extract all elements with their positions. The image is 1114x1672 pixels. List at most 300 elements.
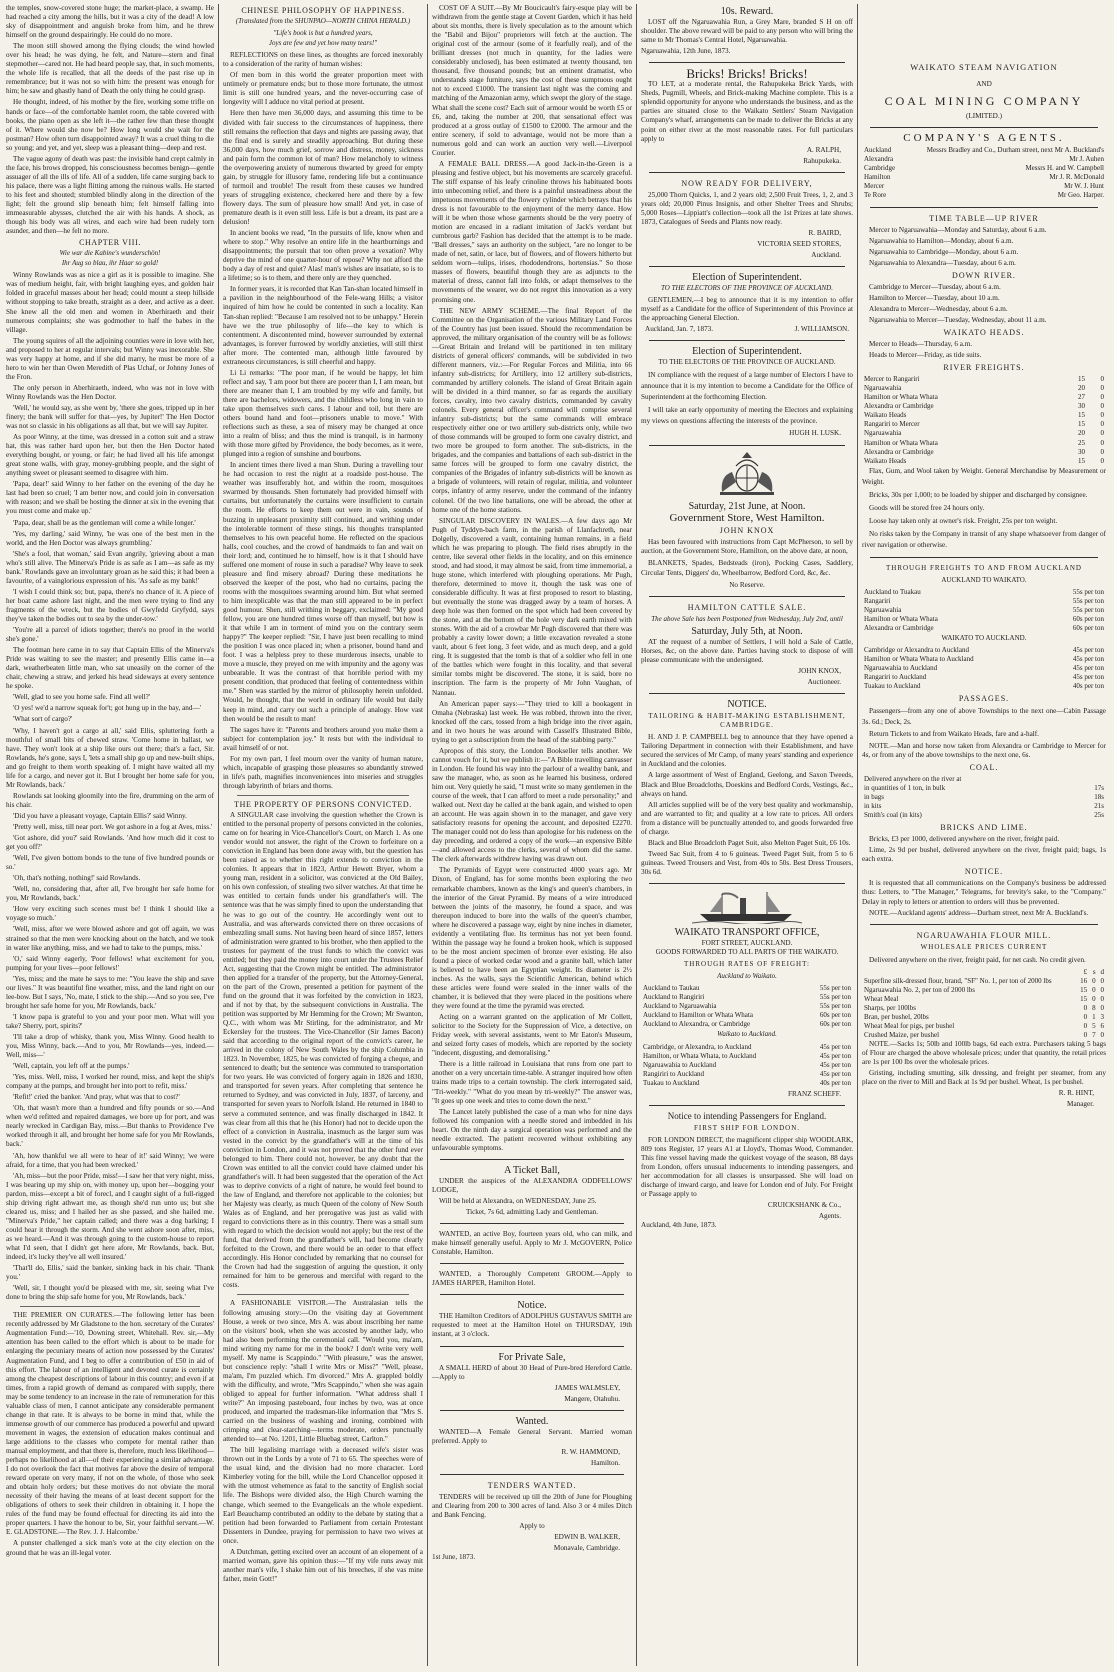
wanted-ad: WANTED—A Female General Servant. Married woman preferred. Apply to	[432, 1427, 632, 1445]
rate-row	[641, 1079, 853, 1088]
signature: R. W. HAMMOND,	[561, 1447, 620, 1456]
table-cell: 15	[1077, 420, 1085, 429]
through-sub: WAIKATO TO AUCKLAND.	[941, 633, 1027, 642]
paragraph: A FEMALE BALL DRESS.—A good Jack-in-the-Green is a pleasing and festive object, but his movements are scarcely graceful. The stiff expanse of his leafy crinoline throws his habituated boots into unbecoming relief, and there is a painful unsteadiness about the impetuous movements of the flowery cylinder which betrays that his dress is not favourable to the enjoyment of the merry dance. How will it be when those whose garments should be the very poetry of motion are encased in a radiant imitation of Jack's verdant but cumbrous garb? Fashion has decided that the attempt is to be made. "Ball dresses," says an authority on the subject, "are no longer to be made of net, satin, or lace, but of flowers, and of flowers hitherto but seldom worn—tulips, irises, rhododendrons, hortensias." So those masses of flowers, beautiful though they are as adjuncts to the material of dress, cannot fall into folds, or adapt themselves to the movements of the wearer, we do not regret this innovation as a very promising one.	[432, 159, 632, 304]
paragraph: A Dutchman, getting excited over an account of an elopement of a married woman, gave his opinion thus:—"If my vife runs away mit another man's vife, I shake him out of his breeches, if she vas mine father, mein Gott!"	[223, 1547, 423, 1583]
ad-text: Ticket, 7s 6d, admitting Lady and Gentleman.	[465, 1208, 599, 1217]
table-cell: 45s per ton	[819, 1042, 851, 1051]
paragraph: The Lancet lately published the case of a man who for nine days followed his companion with a needle stored and imbedded in his heart. On the ninth day a surgical operation was performed and the needle extracted. The patient recovered without exhibiting any unfavourable symptoms.	[432, 1107, 632, 1152]
signature: JAMES WALMSLEY,	[554, 1383, 620, 1392]
paragraph: 'Well, sir, I thought you'd be pleased with me, sir, seeing what I've done to bring the ship safe home for you, Mr Rowlands, back.'	[6, 1284, 214, 1302]
paragraph: 'Oh, that wasn't more than a hundred and fifty pounds or so.—And when we'd refitted and repaired damages, we bore up for port, and was nearly wrecked in Cardigan Bay, miss.—But thanks to Providence I've worked through it all, and brought her home safe for you Mr Rowlands, back.'	[6, 1104, 214, 1149]
paragraph: Of men born in this world the greater proportion meet with untimely or premature ends; but to those more fortunate, the utmost limit is still one hundred years, and the never-occurring case of longevity will I adduce no vital period at present.	[223, 71, 423, 107]
paragraph: THE NEW ARMY SCHEME.—The final Report of the Committee on the Organisation of the various Military Land Forces of the Country has just been issued. Should the recommendation be approved, the military organisation of the country will be as follows:—Great Britain and Ireland will be partitioned in ten military districts of general officers' commands, will be subdivided in two different manners, viz.:—For Regular Forces and Militia, into 66 infantry sub-districts; for Artillery, into 12 artillery sub-districts, commanded by artillery colonels. The island of Great Britain again will be divided in a third manner, so far as regards the auxiliary forces, cavalry, into two cavalry districts, commanded by cavalry colonels. Every general officer's command will comprise several infantry sub-districts; but the same commands will embrace respectively either one or two artillery sub-districts only, while two of those commands will be grouped to form one cavalry district, and two more be grouped to form another. The sub-districts, in the brigades, and the companies and battalions of each sub-district in the same forces will be grouped to form one cavalry district, the companies of the Brigades of infantry sub-districts will be known as a brigade of volunteers, will retain of regular, militia, and volunteer corps, infantry of army reserve, under the command of the infantry colonel. Of the two line battalions, one will be abroad, the other at home one of the home stations.	[432, 306, 632, 514]
timetable-item: Cambridge to Mercer—Tuesday, about 6 a.m.	[869, 282, 1001, 291]
table-cell: 8	[1092, 1003, 1096, 1012]
table-cell: 55s per ton	[819, 984, 851, 993]
mill-note: NOTE.—Sacks 1s; 50lb and 100lb bags, 6d each extra. Purchasers taking 5 bags of Flour are charged the above wholesale prices; under that quantity, the retail prices are 1s per 100 lbs over the wholesale prices.	[862, 1040, 1106, 1067]
england-sub: FIRST SHIP FOR LONDON.	[693, 1123, 801, 1132]
notice-paragraphs	[641, 733, 853, 877]
table-cell: 15	[1077, 411, 1085, 420]
freight-note: Bricks, 30s per 1,000; to be loaded by shipper and discharged by consignee.	[869, 490, 1088, 499]
paragraph: 'O,' said Winny eagerly, 'Poor fellows! what excitement for you, pumping for your lives—poor fellows!'	[6, 954, 214, 972]
election-sub: TO THE ELECTORS OF THE PROVINCE OF AUCKLAND.	[661, 284, 833, 293]
signature: Auckland.	[811, 251, 841, 260]
table-cell: Auckland to Hamilton or Whata Whata	[643, 1011, 753, 1020]
signature: Auctioneer.	[807, 678, 841, 687]
table-cell: Mr J. Auhen	[1069, 155, 1104, 164]
table-cell: 18s	[1094, 793, 1104, 802]
signature: Rahupukeka.	[803, 156, 841, 165]
signature: J. WILLIAMSON.	[794, 325, 849, 334]
divider	[440, 1159, 624, 1160]
table-cell: 0	[1100, 375, 1104, 384]
paragraph: 'Oh, that's nothing, nothing!' said Rowlands.	[13, 874, 141, 883]
table-cell: Mercer	[864, 182, 885, 191]
paragraph: H. AND J. P. CAMPBELL beg to announce that they have opened a Tailoring Department in connection with their Establishment, and have secured the services of Mr Camp, of many years' standing and experience in Auckland and the colonies.	[641, 733, 853, 769]
table-cell: Hamilton or Whata Whata to Auckland	[864, 655, 974, 664]
paragraph: A punster challenged a sick man's vote at the city election on the ground that he was an ill-legal voter.	[6, 1539, 214, 1557]
mill-notes	[862, 1040, 1106, 1087]
divider	[440, 1294, 624, 1295]
paragraph: The footman here came in to say that Captain Ellis of the Minerva's Pride was waiting to see the master; and presently Ellis came in—a dark, weatherbeaten little man, who sat uneasily on the corner of the chair, chewing a straw, and jerked his head sideways at every sentence he spoke.	[6, 646, 214, 691]
column-rule	[427, 4, 428, 1666]
sale-title: For Private Sale,	[498, 1351, 566, 1363]
paragraph: A SINGULAR case involving the question whether the Crown is entitled to the personal property of persons convicted in the colonies, came on for hearing in Vice-Chancellor's Court, on March 1. As one vendor would not answer, the right of the Crown to forfeiture on a conviction in England has been done away with, but the question has been raised as to whether this right extends to conviction in the colonies. It appears that in 1823, Arthur Hewett Bryer, whom a young man, resident in a solicitor, was convicted at the Old Bailey, on his own confession, of stealing two silver watches. At that time he was entitled to certain funds under his grandfather's will. The sentence was that he was simply fined to upon the understanding that he was to go out of the country. He accordingly went out to Australia, and was afterwards convicted there on three occasions of embezzling small sums. Not having been heard of since 1857, letters of administration were granted to his brother, who then applied to the trustees for payment of the trust funds to which the convict was entitled; but they paid the money into court under the Trustees Relief Act, suggesting that the Crown might be entitled. The administrator then applied for a transfer of the property, but the Attorney-General, on the part of the Crown, presented a petition for payment of the fund on the ground that it was forfeited by the conviction in 1823, and if not by that, by the subsequent convictions in Australia. The petition was supported by Mr Hemming for the Crown; Mr Swanton, Q.C., with whom was Mr Stirling, for the administrator, and Mr Eckersley for the trustees. The Vice-Chancellor (Sir James Bacon) said that according to the original report of the convict's career, he arrived in the colony of New South Wales by the ship Columbia in 1823. In November, 1825, he was convicted of forging a cheque, and sentenced to death; but the sentence was commuted to transportation for two years. He was convicted of forgery again in 1826 and 1830, and transported for seven years. After completing that sentence he returned to Sydney, and was convicted in July, 1837, of larceny, and transported for seven years to Norfolk Island. He returned in 1840 to serve a commuted sentence, and was finally discharged in 1842. It was clear from all this that he (his Honor) had not to decide upon the effect of a conviction in Australia, inasmuch as the larger sum was vested in the convict by the grandfather's will at the time of his conviction in London, and it was not proved that the other fund ever belonged to him. There could not, however, be any doubt that the Crown was entitled to all the convict could have claimed under his grandfather's will. It had been suggested that the operation of the Act was to deprive convicts of a right of nature, he would feel bound to the law of England, and therefore not applicable to the colonies; but her Majesty was clearly, as much Queen of the colony of New South Wales as of England, and her prerogative was just as valid with regard to convictions there as in this country. There was a small sum with regard to which the decision would not apply; but the rest of the fund, that derived from the grandfather's will, had become clearly forfeited to the Crown, and there would be an order to that effect accordingly. His Honor concluded by remarking that no counsel for the Crown had had the suggestion of arguing the question, it only remained for him to be generous and merciful with regard to the costs.	[223, 810, 423, 1290]
mill-row	[862, 1031, 1106, 1040]
table-cell: 7	[1092, 1031, 1096, 1040]
notice-text	[862, 879, 1106, 917]
divider	[870, 557, 1098, 558]
through-row	[862, 673, 1106, 682]
freight-row	[862, 393, 1106, 402]
divider	[649, 883, 845, 884]
paragraph: As poor Winny, at the time, was dressed in a cotton suit and a straw hat, this was rather hard upon her, but then the Hen Doctor hated everything bought, or young, or fair; he had lived all his life amongst great stone walls, with gray, money-grubbing people, and the sight of anything sweet or pleasant seemed to disagree with him.	[6, 433, 214, 478]
table-cell: Ngaruawahia to Auckland	[864, 664, 938, 673]
paragraph: All articles supplied will be of the very best quality and workmanship, and are warranted to fit; and quality at a low rate to prices. All orders from a distance will be punctually attended to, and goods forwarded free of charge.	[641, 800, 853, 836]
through-title: THROUGH FREIGHTS TO AND FROM AUCKLAND	[885, 563, 1082, 572]
rates-heading: THROUGH RATES OF FREIGHT:	[684, 960, 810, 969]
table-cell: Auckland to Alexandra, or Cambridge	[643, 1020, 751, 1029]
timetable-up	[862, 226, 1106, 268]
signature: CRUICKSHANK & Co.,	[767, 1201, 841, 1210]
down-title: DOWN RIVER.	[952, 270, 1016, 280]
column-3	[432, 4, 632, 1666]
timetable-item: Ngaruawahia to Cambridge—Monday, about 6 a.m.	[869, 247, 1019, 256]
table-cell: Hamilton or Whata Whata	[864, 438, 938, 447]
column-rule	[636, 4, 637, 1666]
election-sub: TO THE ELECTORS OF THE PROVINCE OF AUCKLAND.	[658, 358, 836, 367]
paragraph: 'Ah, miss—but the poor Pride, miss!—I saw her that very night, miss, I was bearing up my ship on, with money up, upon her—bogging your pardon, miss—except a bit of forecl, and I caught sight of a full-rigged ship driving right athwart me, as though she'd run unto us; but she cleared us, miss; and I hailed her as she passed, and she hailed me. "Minerva's Pride," her captain called; and there was a dog barking; I could hear it through the storm. And she went ashore soon after, miss, as we heard.—And it was through going to the custom-house to report what I'd seen, that I didn't get here afore, Mr Rowlands, back. But, indeed, it's lucky they've all well insured.'	[6, 1171, 214, 1262]
table-cell: Auckland to Rangiriri	[643, 993, 705, 1002]
bricks-item: Bricks, £3 per 1000, delivered anywhere on the river, freight paid.	[869, 835, 1060, 844]
ready-title: NOW READY FOR DELIVERY,	[681, 178, 813, 188]
passages-title: PASSAGES.	[958, 694, 1010, 704]
table-cell: Messrs Bradley and Co., Durham street, next Mr A. Buckland's	[926, 146, 1104, 155]
rates-sub: Auckland to Waikato.	[717, 972, 777, 981]
table-cell: Smith's coal (in kits)	[864, 811, 922, 820]
paragraph: 'I'll take a drop of whisky, thank you, Miss Winny. Good health to you, Miss Winny, back.—And to you, Mr Rowlands—yes, indeed.—Well, miss—'	[6, 1032, 214, 1060]
coal-row	[862, 775, 1106, 784]
table-cell: 0	[1100, 438, 1104, 447]
tenders-text: TENDERS will be received up till the 20th of June for Ploughing and Clearing from 200 to 300 acres of land. Also 3 or 4 miles Ditch and Bank Fencing.	[432, 1493, 632, 1520]
table-cell: Auckland	[864, 146, 892, 155]
timetable-item: Hamilton to Mercer—Tuesday, about 10 a.m.	[869, 293, 1000, 302]
table-cell: 0	[1100, 411, 1104, 420]
paragraph: THE PREMIER ON CURATES.—The following letter has been recently addressed by Mr Gladstone to the hon. secretary of the Curates' Augmentation Fund:—'10, Downing street, Whitehall. Rev. sir,—My attention has been called to the effort which is about to be made for enlarging the pecuniary means of action now possessed by the Curates' Augmentation Fund, and I beg to offer a contribution of £50 in aid of this effort. The labour of an intelligent and devoted curate is certainly among the cheapest descriptions of labour in this country; and even if at times, from a rapid growth of demand as compared with supply, there may be some tendency to an increase in the rate of remuneration for this valuable class of men, I cannot anticipate any considerable permanent change in that rate. It is always to be borne in mind that, while the immense growth of our commerce has produced a powerful and upward movement in wages, the extension of education makes continual and large additions to the classes who compete for mental rather than manual employment, and that there is, therefore, much less likelihood—perhaps no likelihood at all—of their experiencing a similar advantage. I do not overlook the fact that motives far above the desire of temporal reward operate on very many, if not on the whole, of those who seek and obtain holy orders; but these motives do not obviate the moral necessity of their having the means of at least decent support for the obligations of others to seek their children in obtaining it. I hope the rules of the fund may be found effectual for directing its aid into the proper quarters. I have the honour to be, Sir, your faithful servant.—W. E. GLADSTONE.—The Rev. J. J. Halcombe.'	[6, 1311, 214, 1537]
signature: Hamilton.	[591, 1458, 620, 1467]
paragraph: 'Did you have a pleasant voyage, Captain Ellis?' said Winny.	[13, 811, 187, 820]
table-cell: 25s	[1094, 811, 1104, 820]
table-cell: Tuakau to Auckland	[864, 682, 921, 691]
divider	[870, 207, 1098, 208]
ready-text: 25,000 Thorn Quicks, 1, and 2 years old; 2,500 Fruit Trees, 1, 2, and 3 years old; 20,000 Pinus Insignis, and other Shelter Trees and Shrubs; 5,000 Roses—Lippiatt's collection—took all the 1st Prizes at late shows. 1873, Catalogues of Seeds and Plants now ready.	[641, 190, 853, 226]
table-cell: Hamilton	[864, 173, 891, 182]
cattle-date: Saturday, July 5th, at Noon.	[691, 625, 803, 637]
through-row	[862, 624, 1106, 633]
table-cell: Mr W. J. Hunt	[1064, 182, 1104, 191]
rates-sub: Waikato to Auckland.	[717, 1030, 777, 1039]
rate-row	[641, 1011, 853, 1020]
signature: Agents.	[818, 1212, 841, 1221]
company-name: COAL MINING COMPANY	[884, 94, 1084, 109]
ad-text: UNDER the auspices of the ALEXANDRA ODDFELLOWS' LODGE,	[432, 1176, 632, 1194]
bricks-item: Lime, 2s 9d per bushel, delivered anywhere on the river, freight paid; bags, 1s each extra.	[862, 846, 1106, 864]
signature: Monavale, Cambridge.	[553, 1544, 620, 1553]
paragraph: 'Papa, dear!' said Winny to her father on the evening of the day he last had been so cruel; 'I am better now, and could join in conversation with reason; and we shall be hosting the dinner at six in the evening that you must come and make up.'	[6, 480, 214, 516]
paragraph: The vague agony of death was past: the invisible hand crept calmly in the face, his brows dropped, his consciousness becomes benign—gentle assuager of all the ills of life. All of a sudden, life came surging back to his palace, there was a light flitting among the ruinous walls. He started to his feet and shouted; stumbled blindly along in the direction of the light; felt the ground slip beneath him; felt himself falling into immeasurable abysses, clutched the air with his hands. A shock, as though his body was all wires, and each wire had been rudely torn asunder, and then—he felt no more.	[6, 154, 214, 236]
paragraph: A FASHIONABLE VISITOR.—The Australasian tells the following amusing story:—On the visiting day at Government House, a week or two since, Mrs A. was about inscribing her name on the visitors' book, when she was accosted by another lady, who had also been performing the ceremonial call. "Would you, ma'am, mind writing my name for me in the book? I don't write very well myself. My name is Scappindo." "With pleasure," was the answer, but conscience reply: "shall I write Mrs or Miss?" "Well, please, ma'am, I'm puzzled which. I'm divorced." Mrs A. grappled boldly with the difficulty, and wrote, "Mrs Scappindo," when she was again obliged to appeal for further information. "What address shall I write?" An imposing pasteboard, four inches by two, was at once produced, and imparted the tradesman-like information that "Mrs S. carried on the business of washing and ironing, combined with crimping and clear-starching—terms moderate, orders punctually attended to—at No. 1201, Little Bluebag street, Carlton."	[223, 1299, 423, 1444]
paragraph: Apropos of this story, the London Bookseller tells another. We cannot vouch for it, but we publish it:—"A Bible travelling canvasser in London. He found his way into the parlour of a wealthy bank, and saw the manager, who, as soon as he learned his business, ordered him out. Very quietly he said, "I must write so many gentlemen in the course of the week, that I can afford to meet a rude personality;" and walked out. Next day he called at the bank again, and wished to open an account. He was again shown in to the manager, and gave very satisfactory reasons for opening the account, and deposited £2270. The manager could not do less than apologise for his rudeness on the day preceding, and ordered a copy of the work—an expensive Bible—and allowed access to the clerks, several of whom did the same. The clerk afterwards withdrew having was drawn out.	[432, 746, 632, 864]
table-cell: Cambridge or Alexandra to Auckland	[864, 646, 969, 655]
timetable-item: Mercer to Heads—Thursday, 6 a.m.	[869, 340, 973, 349]
divider	[649, 596, 845, 597]
table-cell: 45s per ton	[819, 1069, 851, 1078]
divider	[649, 445, 845, 446]
paragraph: 'You're all a parcel of idiots together; there's no proof in the world she's gone.'	[6, 626, 214, 644]
election-text: I will take an early opportunity of meeting the Electors and explaining my views on questions affecting the interests of the province.	[641, 406, 853, 426]
freight-row	[862, 411, 1106, 420]
table-cell: Ngaruawahia	[864, 429, 902, 438]
paragraph: 'O yes! we'd a narrow squeak for't; got hung up in the bay, and—'	[13, 704, 201, 713]
table-cell: 5	[1092, 1021, 1096, 1030]
table-cell: 55s per ton	[819, 1002, 851, 1011]
paragraph: 'I know papa is grateful to you and your poor men. What will you take? Sherry, port, spirits?'	[6, 1012, 214, 1030]
table-cell: 1	[1092, 1012, 1096, 1021]
paragraph: 'How very exciting such scenes must be! I think I should like a voyage so much.'	[6, 905, 214, 923]
paragraph: He thought, indeed, of his mother by the fire, working some trifle on hands or face—of the comfortable hamlet room, the table covered with books, the piano open as she left it—the rather few than these thought of it. Where would she now be? How long would she wait for the postman? How often turn disappointed away? It was a cruel thing to die so young; and yet, and yet, sleep was a pleasant thing—deep and rest.	[6, 98, 214, 152]
table-cell: Cambridge, or Alexandra, to Auckland	[643, 1042, 752, 1051]
signature: R. BAIRD,	[808, 228, 841, 237]
table-cell: Rangariri to Mercer	[864, 420, 920, 429]
cattle-note: The above Sale has been Postponed from Wednesday, July 2nd, until	[651, 614, 843, 623]
table-cell: 0	[1100, 976, 1104, 985]
mill-row	[862, 968, 1106, 977]
auction-date: Saturday, 21st June, at Noon.	[688, 500, 806, 512]
through-sub: AUCKLAND TO WAIKATO.	[941, 575, 1027, 584]
timetable-title: TIME TABLE—UP RIVER	[929, 213, 1039, 223]
article-paragraphs	[223, 51, 423, 791]
rate-row	[641, 1020, 853, 1029]
through-row	[862, 664, 1106, 673]
paragraph: 'Well,' he would say, as she went by, 'there she goes, tripped up in her finery; the bank will suffer for that—yes, by Jupiter!' The Hen Doctor was not so classic in his obligations as all that, but we will say Jupiter.	[6, 403, 214, 431]
epigraph-line: Wie war die Kabine's wunderschön!	[59, 249, 161, 258]
table-cell: 0	[1092, 994, 1096, 1003]
agent-row	[862, 191, 1106, 200]
table-cell: Te Rore	[864, 191, 887, 200]
divider	[649, 62, 845, 63]
coal-table	[862, 775, 1106, 820]
table-cell: Rangariri	[864, 596, 891, 605]
table-cell: 0	[1100, 994, 1104, 1003]
agent-row	[862, 182, 1106, 191]
auctioneer-name: JOHN KNOX	[719, 525, 775, 535]
paragraph: 'Well, glad to see you home safe. Find all well?'	[13, 693, 151, 702]
passage-item: Return Tickets to and from Waikato Heads, fare and a-half.	[869, 730, 1039, 739]
table-cell: 55s per ton	[819, 993, 851, 1002]
paragraph: There is a little railroad in Louisiana that runs from one part to another on a very uncertain time-table. A stranger inquired how often trains made trips to a certain township. The clerk interrogated said, "Tri-weekly." "What do you mean by tri-weekly?" The answer was, "It goes up one week and tries to come down the next."	[432, 1060, 632, 1105]
freight-row	[862, 429, 1106, 438]
paragraph: 'Ah, how thankful we all were to hear of it!' said Winny; 'we were afraid, for a time, that you had been wrecked.'	[6, 1151, 214, 1169]
table-cell: 0	[1100, 393, 1104, 402]
timetable-heads	[862, 340, 1106, 360]
divider	[237, 795, 409, 796]
notice-title: Notice.	[517, 1300, 547, 1312]
rate-row	[641, 1070, 853, 1079]
election-title: Election of Superintendent.	[692, 346, 802, 358]
election-footer	[641, 325, 853, 334]
freights-title: RIVER FREIGHTS.	[943, 363, 1025, 373]
paragraph: The bill legalising marriage with a deceased wife's sister was thrown out in the Lords by a vote of 71 to 65. The speeches were of the usual kind, and the division had no more character. Lord Kimberley voting for the bill, while the Lord Chancellor opposed it with the utmost vehemence as fatal to the sanctity of English social life. The Bishops were divided also, the High Church warning the change, which seemed to the Evangelicals an the whole expedient. Earl Beauchamp contributed an oddity to the debate by stating that a petition had been forwarded to Parliament from certain Protestant Dissenters in Dundee, praying for permission to have two wives at once.	[223, 1446, 423, 1545]
sale-text: A SMALL HERD of about 30 Head of Pure-bred Hereford Cattle.—Apply to	[432, 1363, 632, 1381]
table-cell: 15	[1077, 375, 1085, 384]
timetable-down	[862, 283, 1106, 325]
article-paragraphs	[432, 4, 632, 1153]
table-cell: 45s per ton	[1072, 646, 1104, 655]
table-cell: 20	[1077, 429, 1085, 438]
paragraph: SINGULAR DISCOVERY IN WALES.—A few days ago Mr Pugh of Tyddyn-bach farm, in the parish of Llanfachreth, near Dolgelly, discovered a vault, containing human remains, in a field which he was preparing to plough. The field rises abruptly in the centre, like several other fields in the locality, and on this eminence stood, and had stood, it may almost be said, from time immemorial, a huge stone, which interfered with ploughing operations. Mr Pugh, therefore, determined to move it, though the task was one of considerable difficulty. It was at first proposed to resort to blasting, but eventually the stone was dragged away by a team of horses. A deep hole was then formed on the spot which had been covered by the stone, and at the bottom of the hole very dark earth mixed with stones. With the aid of a crowbar Mr Pugh discovered that there was probably a cavity lower down; a little excavation revealed a stone vault, about 6 feet long, 3 feet wide, and as much deep, and a gold ring. It is suggested that the tomb is that of a soldier who fell in one of the battles which were fought in this locality, and that several similar tombs might be discovered. The stone, it is said, bore no inscription. The farm is the property of Mr John Vaughan, of Nannau.	[432, 516, 632, 697]
signature: Mangere, Otahuhu.	[564, 1394, 620, 1403]
table-cell: s	[1092, 967, 1096, 976]
table-cell: 60s per ton	[1072, 623, 1104, 632]
timetable-item: Alexandra to Mercer—Wednesday, about 6 a.m.	[869, 304, 1008, 313]
table-cell: 45s per ton	[819, 1060, 851, 1069]
through-table	[862, 646, 1106, 691]
tenders-apply: Apply to	[519, 1522, 545, 1531]
table-cell: 0	[1100, 1003, 1104, 1012]
mill-title: NGARUAWAHIA FLOUR MILL.	[916, 930, 1052, 940]
passages-note: NOTE.—Man and horse now taken from Alexandra or Cambridge to Mercer for 4s, or from any of the above townships to the next one, 6s.	[862, 741, 1106, 759]
coal-row	[862, 793, 1106, 802]
table-cell: 60s per ton	[1072, 614, 1104, 623]
table-cell: in kits	[864, 802, 882, 811]
auction-place: Government Store, West Hamilton.	[669, 511, 825, 524]
epigraph-line: Ihr Aug so blau, ihr Haar so gold!	[61, 259, 159, 268]
signature: Manager.	[1067, 1100, 1094, 1109]
bricks-text: TO LET, at a moderate rental, the Rahupukeka Brick Yards, with Sheds, Pugmill, Wheels, and Brick-making Machine complete. This is a splendid opportunity for anyone who understands the business, and as the parties are situated close to the Waikato Settlers' Steam Navigation Company's wharf, arrangements can be made to deliver the Bricks at any point on either river at the most reasonable rates. For full particulars apply to	[641, 80, 853, 143]
ad-text: Will be held at Alexandra, on WEDNESDAY, June 25.	[439, 1197, 597, 1205]
rate-row	[641, 1002, 853, 1011]
timetable-item: Mercer to Ngaruawahia—Monday and Saturday, about 6 a.m.	[869, 225, 1047, 234]
table-cell: 30	[1077, 447, 1085, 456]
story-intro: the temples, snow-covered stone huge; the market-place, a swamp. He had reached a city among the hills, but it was a city of the dead! A low sky of disappointment and anguish broke from him, and he threw himself on the ground despairingly. He could do no more.	[6, 4, 214, 40]
notice-item: NOTE.—Auckland agents' address—Durham street, next Mr A. Buckland's.	[869, 908, 1089, 917]
paragraph: In ancient books we read, "In the pursuits of life, know when and where to stop." Why resolve an entire life in the heartburnings and disappointments; the pursuit that too often prove a vexation? Why deprive the mind of one quarter-hour of repose? Why not afford the body a day of rest and quiet? Alas! man's wishes are insatiate, so is to a lifetime; so is to them, and there only are they quenched.	[223, 229, 423, 283]
heads-title: WAIKATO HEADS.	[943, 327, 1025, 337]
table-cell: Ngaruawahia No. 2, per ton of 2000 lbs	[864, 985, 976, 994]
auction-goods: BLANKETS, Spades, Bedsteads (iron), Pocking Cases, Saddlery, Circular Tents, Diggers' do, Wheelbarrow, Bedford Cord, &c, &c.	[641, 558, 853, 578]
notice-item: It is requested that all communications on the Company's business be addressed thus: Letters, to "The Manager," Telegrams, for brevity's sake, to the "Company." Delay in reply to letters or attention to orders will thus be prevented.	[862, 879, 1106, 906]
election-title: Election of Superintendent.	[692, 272, 802, 284]
divider	[870, 127, 1098, 128]
transport-sub: FORT STREET, AUCKLAND.	[701, 939, 793, 948]
table-cell: Rangiriri to Auckland	[643, 1069, 705, 1078]
table-cell: Alexandra or Cambridge	[864, 447, 934, 456]
table-cell: Messrs H. and W. Campbell	[1025, 164, 1104, 173]
signature: EDWIN B. WALKER,	[554, 1533, 620, 1542]
paragraph: Winny Rowlands was as nice a girl as it is possible to imagine. She was of medium height, fair, with bright laughing eyes, and golden hair folded in graceful masses about her head; could mount a steep hillside without stopping to take breath, straight as a deer, and active as a deer. She knew all the old men and women in Aberhiraeth and their numerous complaints; she was godmother to half the babes in the village.	[6, 271, 214, 334]
divider	[440, 1346, 624, 1347]
divider	[870, 924, 1098, 925]
table-cell: Tuakau to Auckland	[643, 1078, 700, 1087]
agent-row	[862, 173, 1106, 182]
table-cell: 55s per ton	[1072, 596, 1104, 605]
wanted-ad: WANTED, an active Boy, fourteen years old, who can milk, and make himself generally useful. Apply to Mr J. McGOVERN, Police Constable, Hamilton.	[432, 1230, 632, 1257]
article-paragraphs	[223, 1299, 423, 1583]
divider	[649, 340, 845, 341]
through-row	[862, 597, 1106, 606]
bricks-text	[862, 835, 1106, 864]
freight-row	[862, 439, 1106, 448]
table-cell: Mr Geo. Harper.	[1057, 191, 1104, 200]
timetable-item: Ngaruawahia to Alexandra—Tuesday, about 6 a.m.	[869, 258, 1016, 267]
table-cell: Auckland to Ngaruawahia	[643, 1002, 717, 1011]
paragraph: An American paper says:—"They tried to kill a bookagent in Omaha (Nebraska) last week. He was robbed, thrown into the river, knocked off the cars, tossed from a high bridge into the river again, and in two hours he was around with Cassell's Illustrated Bible, trying to get a subscription from the head of the stabbing party."	[432, 699, 632, 744]
coal-row	[862, 802, 1106, 811]
freight-row	[862, 402, 1106, 411]
signature: HUGH H. LUSK.	[789, 429, 841, 438]
paragraph: 'Well, no, considering that, after all, I've brought her safe home for you, Mr Rowlands, back.'	[6, 885, 214, 903]
company-name: WAIKATO STEAM NAVIGATION	[910, 62, 1058, 72]
table-cell: Wheat Meal	[864, 994, 899, 1003]
table-cell: in bags	[864, 793, 885, 802]
table-cell: 45s per ton	[1072, 655, 1104, 664]
table-cell: Alexandra or Cambridge	[864, 402, 934, 411]
england-title: Notice to intending Passengers for England.	[667, 1110, 827, 1121]
table-cell: Superfine silk-dressed flour, brand, "SF" No. 1, per ton of 2000 lbs	[864, 976, 1052, 985]
freight-note: Flax, Gum, and Wool taken by Weight. General Merchandise by Measurement or Weight.	[862, 466, 1106, 486]
paragraph: 'Papa, dear, shall be as the gentleman will come a while longer.'	[13, 518, 196, 527]
mill-row	[862, 986, 1106, 995]
table-cell: 30	[1077, 402, 1085, 411]
rate-row	[641, 984, 853, 993]
freight-row	[862, 420, 1106, 429]
table-cell: 20	[1077, 384, 1085, 393]
mill-sub: WHOLESALE PRICES CURRENT	[920, 942, 1048, 951]
divider	[649, 693, 845, 694]
table-cell: Ngaruawahia	[864, 605, 902, 614]
rate-row	[641, 1061, 853, 1070]
paragraph: In former years, it is recorded that Kan Tan-shan located himself in a pavilion in the neighbourhood of the Fele-wang Hills; a visitor inquired of him how he could be contented in such a locality. Kan Tan-shan replied: "Because I am resolved not to be unhappy." Herein have we the true philosophy of life—the key to which is contentment. A discontented mind, however surrounded by external advantages, is forever furrowed by worldly anxieties, will still thirst after more. The contented man, although little favoured by extraneous circumstances, is still cheerful and happy.	[223, 285, 423, 366]
notice-title: NOTICE.	[964, 867, 1004, 877]
table-cell: 0	[1100, 447, 1104, 456]
royal-arms-icon	[712, 452, 782, 498]
table-cell: 0	[1083, 1031, 1088, 1040]
divider	[440, 1410, 624, 1411]
agent-row	[862, 164, 1106, 173]
through-row	[862, 588, 1106, 597]
paragraph: The Pyramids of Egypt were constructed 4000 years ago. Mr Dixon, of England, has for some months been exploring the two remarkable chambers, known as the king's and queen's chambers, in the interior of the Great Pyramid. By means of a wire introduced between the joints of the masonry, he found a space, and was thereupon induced to bore into the walls of the queen's chamber, where he discovered a passage way, eight by nine inches in diameter, evidently a ventilating flue. Its terminus has not yet been found. Within the passage way he found a broken hook, which is supposed to be the most ancient specimen of bronze ever existing. He also found a piece of worked cedar wood and a granite ball, which latter is believed to have been an Egyptian weight. Its diameter is 2½ inches. As the walls, says the Scientific American, behind which these articles were found were sealed in the inner walls of the chamber, it is believed that they were placed in the positions where they were found at the time the pyramid was erected.	[432, 866, 632, 1011]
coal-row	[862, 811, 1106, 820]
table-cell: Rangariri to Auckland	[864, 673, 927, 682]
table-cell: Mr J. R. McDonald	[1049, 173, 1104, 182]
newspaper-page	[6, 4, 1106, 1666]
table-cell: 45s per ton	[1072, 673, 1104, 682]
signature: FRANZ SCHEFF.	[788, 1089, 841, 1098]
table-cell: Auckland to Tuakau	[864, 587, 921, 596]
column-rule	[218, 4, 219, 1666]
paragraph: 'Refit!' cried the banker. 'And pray, what was that to cost?'	[13, 1093, 180, 1102]
mill-row	[862, 995, 1106, 1004]
mill-row	[862, 1013, 1106, 1022]
paragraph: 'Pretty well, miss, till near port. We got ashore in a fog at Aves, miss.'	[13, 822, 213, 831]
election-date: Auckland, Jan. 7, 1873.	[645, 325, 714, 334]
bricks-title: Bricks! Bricks! Bricks!	[686, 66, 808, 82]
paragraph: REFLECTIONS on these lines, as thoughts are forced inexorably to a consideration of the rarity of human wishes:	[223, 51, 423, 69]
rate-row	[641, 1052, 853, 1061]
paragraph: 'What sort of cargo?'	[13, 715, 73, 724]
paragraph: 'I wish I could think so; but, papa, there's no chance of it. A piece of her boat came ashore last night, and the men were trying to find any fragments of the wreck, but the bodies of Gwyfedd Gryfydd, says they've taken the bodies out to sea by the under-tow.'	[6, 587, 214, 623]
table-cell: Alexandra	[864, 155, 894, 164]
table-cell: Hamilton or Whata Whata	[864, 614, 938, 623]
through-row	[862, 646, 1106, 655]
table-cell: 16	[1080, 976, 1088, 985]
passages-text	[862, 706, 1106, 740]
table-cell: 60s per ton	[819, 1011, 851, 1020]
table-cell: Mercer to Rangariri	[864, 375, 920, 384]
column-2	[223, 4, 423, 1666]
election-text: IN compliance with the request of a large number of Electors I have to announce that it is my intention to become a Candidate for the Office of Superintendent at the forthcoming Election.	[641, 371, 853, 402]
paragraph: COST OF A SUIT.—By Mr Boucicault's fairy-esque play will be withdrawn from the gentle stage at Covent Garden, which it has held about six months, there is lively speculation as to the amount which the "Babil and Bijou" proprietors will fetch at the auction. The original cost of the armour (some of it fearfully real), and of the brilliant dresses (not much in quantity, for the ladies were considerably unclosed), has been estimated at twenty thousand, ten thousand, five thousand pounds; but an eminent dramatist, who understands stage furniture, says the cost of these sumptuous ought not to exceed £1000. The transient last night was the coming and matching of the Amazonian army, which swept the glory of the stage. What shall the scene cost? Each suit of armour would be worth £5 or £6, and, taking the number at 200, that sensational effect was produced at a gross outlay of £1500 to £2000. The armour and the entire scenery, if sold to advantage, would not be more than a numerous gold and can work an auction very well.—Liverpool Courier.	[432, 4, 632, 157]
wanted-ad: WANTED, a Thoroughly Competent GROOM.—Apply to JAMES HARPER, Hamilton Hotel.	[432, 1270, 632, 1288]
rate-row	[641, 1043, 853, 1052]
notice-text: THE Hamilton Creditors of ADOLPHUS GUSTAVUS SMITH are requested to meet at the Hamilton Hotel on THURSDAY, 19th instant, at 3 o'clock.	[432, 1312, 632, 1339]
paragraph: Rowlands sat looking gloomily into the fire, drumming on the arm of his chair.	[6, 791, 214, 809]
table-cell: 0	[1083, 1003, 1088, 1012]
transport-text: GOODS FORWARDED TO ALL PARTS OF THE WAIKATO.	[655, 948, 839, 957]
table-cell: 45s per ton	[1072, 664, 1104, 673]
table-cell: 0	[1100, 429, 1104, 438]
cattle-text: AT the request of a number of Settlers, I will hold a Sale of Cattle, Horses, &c, on the above date. Parties having stock to dispose of will please communicate with the undersigned.	[641, 637, 853, 665]
bricks-title: BRICKS AND LIME.	[940, 823, 1028, 833]
table-cell: Hamilton or Whata Whata	[864, 393, 938, 402]
table-cell: Crushed Maize, per bushel	[864, 1031, 940, 1040]
paragraph: 'Yes, miss. Well, miss, I worked her round, miss, and kept the ship's company at the pumps, and brought her into port to refit, miss.'	[6, 1073, 214, 1091]
paragraph: Acting on a warrant granted on the application of Mr Collett, solicitor to the Society for the Suppression of Vice, a detective, on Friday week, with several assistants, went to Mr Eaton's Museum, and seized forty cases of models, which are reported by the society "indecent, disgusting, and demoralising."	[432, 1013, 632, 1058]
reward-text: LOST off the Ngaruawahia Run, a Grey Mare, branded S H on off shoulder. The above reward will be paid to any person who will bring the same to Mr Thomas's Central Hotel, Ngaruawahia.	[641, 18, 853, 45]
paragraph: 'Yes, miss; and the mate he says to me: "You leave the ship and save our lives." It was beautiful fine weather, miss, and the land right on our lee-bow. But I says, 'No, mate, I stick to the ship.—And so you see, I've brought her safe home for you, Mr Rowlands, back.'	[6, 974, 214, 1010]
table-cell: 40s per ton	[819, 1078, 851, 1087]
table-cell: 0	[1083, 1012, 1088, 1021]
paragraph: Black and Blue Broadcloth Paget Suit, also Melton Paget Suit, £6 10s.	[648, 838, 851, 847]
column-4	[641, 4, 853, 1666]
article-subtitle: (Translated from the SHUNPAO—NORTH CHINA HERALD.)	[235, 17, 411, 26]
paragraph: Li Li remarks: "The poor man, if he would be happy, let him reflect and say, 'I am poor but there are poorer than I, I am mean, but there are meaner than I, I am troubled by my wife and family, but there are bachelors, widowers, and the childless who long in vain to take upon themselves such cares. I labour and toil, but there are others bound hand and foot—prisoners unable to move." With reflections such as these, a sea of misery may be changed at once into a realm of bliss; and thus the mind is tranquil, is in harmony with those more gifted by Providence, the body becomes, as it were, plunged into a region of sunshine and bourbons.	[223, 368, 423, 459]
paragraph: 'Got ashore, did you?' said Rowlands. 'And how much did it cost to get you off?'	[6, 834, 214, 852]
table-cell: Cambridge	[864, 164, 896, 173]
paragraph: 'Well, captain, you left off at the pumps.'	[13, 1062, 130, 1071]
mill-prices-table	[862, 968, 1106, 1040]
